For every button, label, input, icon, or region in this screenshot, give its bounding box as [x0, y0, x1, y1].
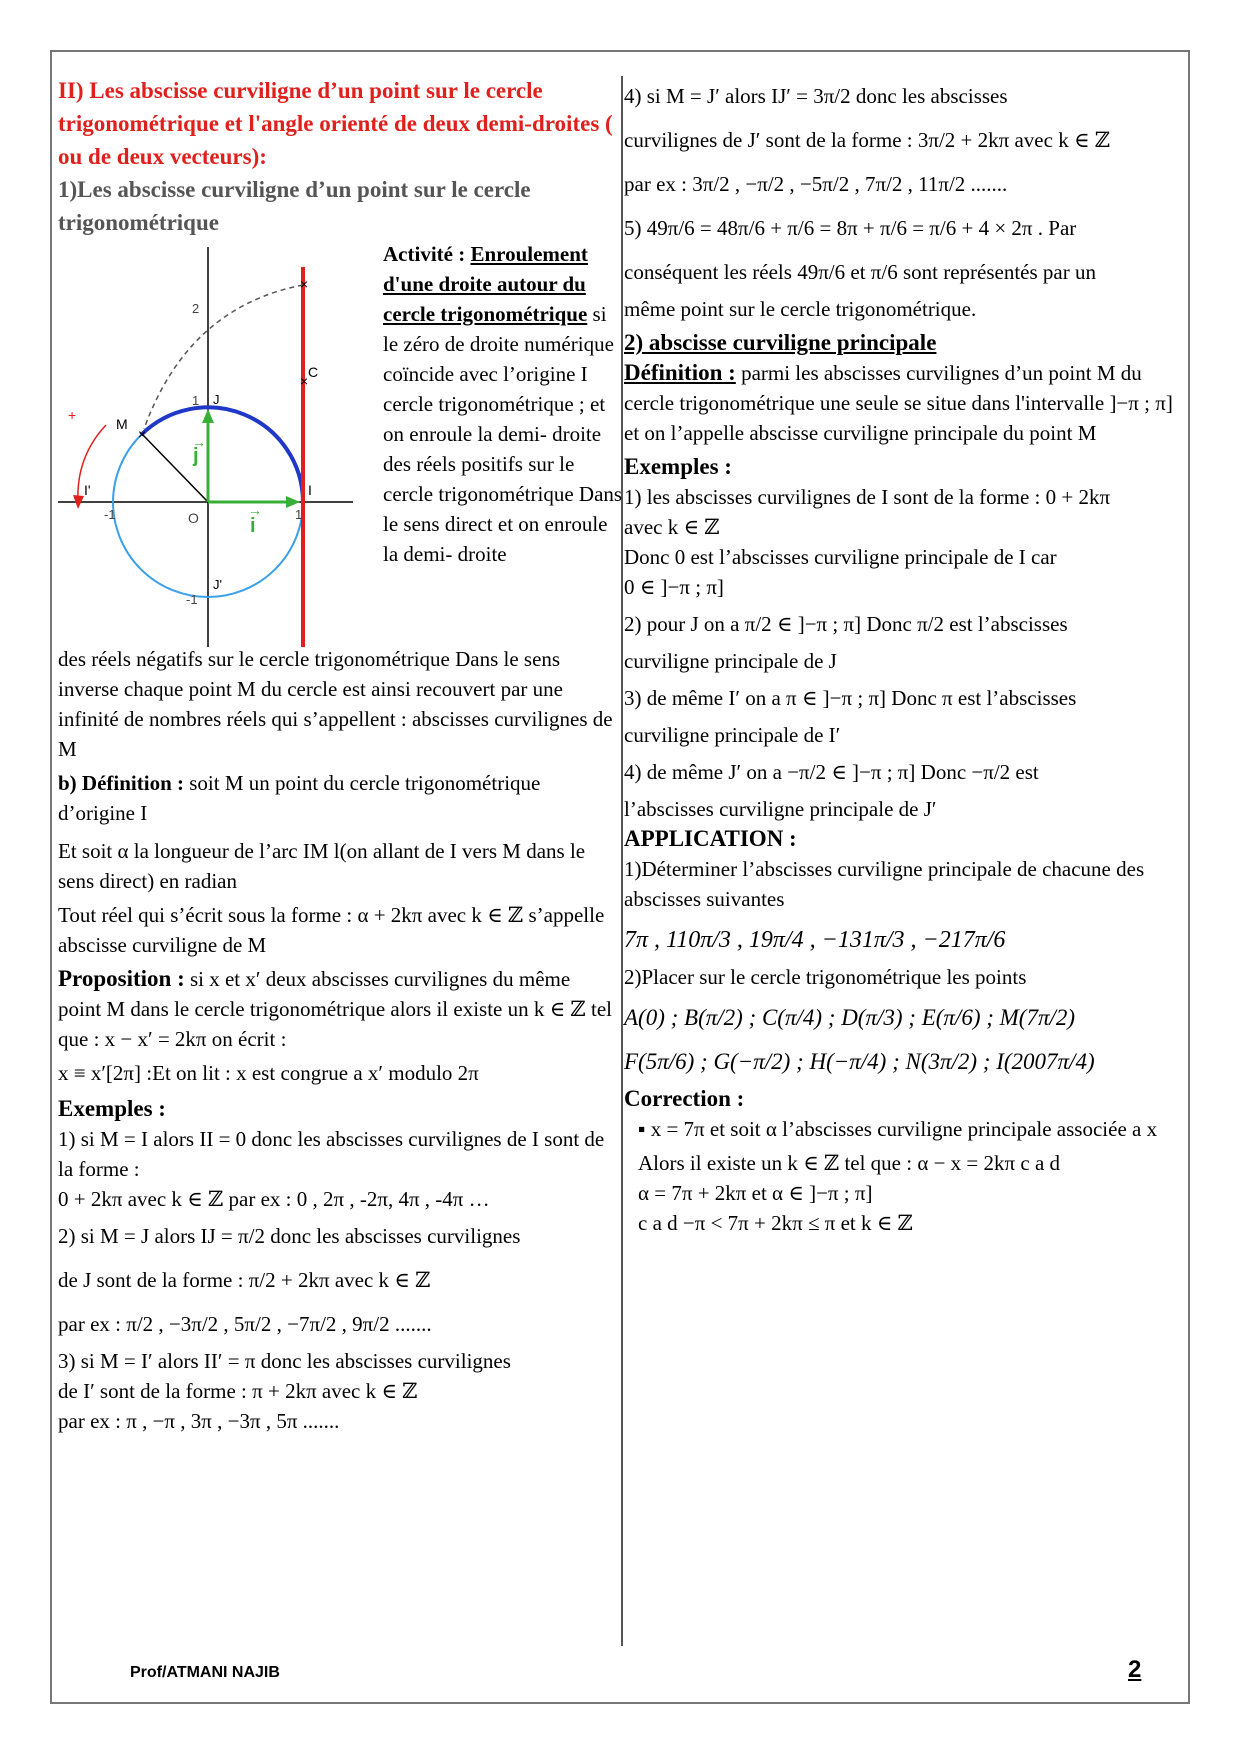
activity-block — [58, 239, 623, 644]
ex1-b: 0 + 2kπ avec k ∈ ℤ par ex : 0 , 2π , -2π, 4π , -4π … — [58, 1187, 490, 1211]
ex5-b: conséquent les réels 49π/6 et π/6 sont représentés par un — [624, 260, 1096, 284]
definition-principal: Définition : parmi les abscisses curvilignes d’un point M du cercle trigonométrique une seule se situe dans l'intervalle ]−π ; π] et on l’appelle abscisse curviligne principale du point M — [624, 360, 1173, 445]
application-title: APPLICATION : — [624, 826, 797, 851]
ex2-b: de J sont de la forme : π/2 + 2kπ avec k ∈ ℤ — [58, 1268, 431, 1292]
orientation-arrow — [78, 425, 106, 502]
app-2-points-b: F(5π/6) ; G(−π/2) ; H(−π/4) ; N(3π/2) ; I(2007π/4) — [624, 1049, 1095, 1074]
subsection-2-title: 2) abscisse curviligne principale — [624, 330, 937, 355]
e1-a: 1) les abscisses curvilignes de I sont de la forme : 0 + 2kπ — [624, 485, 1111, 509]
page-number: 2 — [1128, 1656, 1142, 1683]
svg-text:+: + — [68, 407, 77, 423]
correction-title: Correction : — [624, 1086, 745, 1111]
e4-a: 4) de même J′ on a −π/2 ∈ ]−π ; π] Donc −π/2 est — [624, 760, 1039, 784]
ex2-a: 2) si M = J alors IJ = π/2 donc les abscisses curvilignes — [58, 1224, 521, 1248]
svg-text:→: → — [192, 436, 206, 451]
label-j: j — [193, 445, 199, 467]
e3-a: 3) de même I′ on a π ∈ ]−π ; π] Donc π est l’abscisses — [624, 686, 1077, 710]
svg-text:1: 1 — [192, 393, 200, 408]
app-2-points-a: A(0) ; B(π/2) ; C(π/4) ; D(π/3) ; E(π/6) ; M(7π/2) — [624, 1005, 1076, 1030]
right-column — [624, 74, 1184, 1238]
svg-text:-1: -1 — [104, 507, 116, 522]
activity-body: si le zéro de droite numérique coïncide avec l’origine I cercle trigonométrique ; et on enroule la demi- droite des réels positifs sur le cercle trigonométrique Dans le sens direct et on enroule la demi- droite — [383, 302, 623, 566]
svg-text:1: 1 — [295, 507, 303, 522]
definition-b-text3: Tout réel qui s’écrit sous la forme : α + 2kπ avec k ∈ ℤ s’appelle abscisse curviligne de M — [58, 903, 605, 957]
e2-a: 2) pour J on a π/2 ∈ ]−π ; π] Donc π/2 est l’abscisses — [624, 612, 1068, 636]
svg-text:×: × — [300, 373, 309, 389]
correction-1: ▪ x = 7π et soit α l’abscisses curviligne principale associée a x — [638, 1117, 1158, 1141]
label-J: J — [213, 392, 220, 407]
label-Jprime: J' — [213, 577, 222, 592]
ex5-c: même point sur le cercle trigonométrique. — [624, 297, 977, 321]
left-column — [58, 74, 623, 1436]
ex2-c: par ex : π/2 , −3π/2 , 5π/2 , −7π/2 , 9π/2 ....... — [58, 1312, 432, 1336]
label-I: I — [308, 482, 312, 498]
e4-b: l’abscisses curviligne principale de J′ — [624, 797, 937, 821]
definition-b-text2: Et soit α la longueur de l’arc IM l(on allant de I vers M dans le sens direct) en radian — [58, 839, 586, 893]
ex4-c: par ex : 3π/2 , −π/2 , −5π/2 , 7π/2 , 11π/2 ....... — [624, 172, 1008, 196]
svg-text:×: × — [138, 426, 147, 442]
activity-title: Enroulement d'une droite autour du cercle trigonométrique — [383, 242, 588, 326]
label-2: 2 — [192, 301, 200, 316]
correction-2: Alors il existe un k ∈ ℤ tel que : α − x = 2kπ c a d — [638, 1151, 1061, 1175]
activity-text: Activité : Enroulement d'une droite autour du cercle trigonométrique si le zéro de droite numérique coïncide avec l’origine I cercle trigonométrique ; et on enroule la demi- droite des réels positifs sur le cercle trigonométrique Dans le sens direct et on enroule la demi- droite — [383, 242, 623, 566]
examples-right-title: Exemples : — [624, 454, 732, 479]
app-1-values: 7π , 110π/3 , 19π/4 , −131π/3 , −217π/6 — [624, 927, 1006, 953]
ex4-a: 4) si M = J′ alors IJ′ = 3π/2 donc les abscisses — [624, 84, 1008, 108]
label-O: O — [188, 510, 199, 526]
correction-3: α = 7π + 2kπ et α ∈ ]−π ; π] — [638, 1181, 873, 1205]
e1-c: Donc 0 est l’abscisses curviligne principale de I car — [624, 545, 1057, 569]
ex5-a: 5) 49π/6 = 48π/6 + π/6 = 8π + π/6 = π/6 + 4 × 2π . Par — [624, 216, 1077, 240]
correction-4: c a d −π < 7π + 2kπ ≤ π et k ∈ ℤ — [638, 1211, 913, 1235]
proposition-congruence: x ≡ x′[2π] :Et on lit : x est congrue a x′ modulo 2π — [58, 1061, 479, 1085]
label-C: C — [308, 364, 319, 380]
e1-d: 0 ∈ ]−π ; π] — [624, 575, 724, 599]
ex3-c: par ex : π , −π , 3π , −3π , 5π ....... — [58, 1409, 340, 1433]
e1-b: avec k ∈ ℤ — [624, 515, 720, 539]
e3-b: curviligne principale de I′ — [624, 723, 841, 747]
e2-b: curviligne principale de J — [624, 649, 837, 673]
ex4-b: curvilignes de J′ sont de la forme : 3π/2 + 2kπ avec k ∈ ℤ — [624, 128, 1111, 152]
activity-continuation: des réels négatifs sur le cercle trigonométrique Dans le sens inverse chaque point M du cercle est ainsi recouvert par une infinité de nombres réels qui s’appellent : abscisses curvilignes de M — [58, 647, 613, 761]
ex1-a: 1) si M = I alors II = 0 donc les abscisses curvilignes de I sont de la forme : — [58, 1127, 605, 1181]
app-2: 2)Placer sur le cercle trigonométrique les points — [624, 965, 1027, 989]
ex3-b: de I′ sont de la forme : π + 2kπ avec k ∈ ℤ — [58, 1379, 418, 1403]
app-1: 1)Déterminer l’abscisses curviligne principale de chacune des abscisses suivantes — [624, 857, 1145, 911]
footer-author: Prof/ATMANI NAJIB — [130, 1664, 280, 1681]
circle-upper-left — [113, 435, 141, 502]
label-M: M — [116, 416, 128, 432]
proposition: Proposition : si x et x′ deux abscisses curvilignes du même point M dans le cercle trigonométrique alors il existe un k ∈ ℤ tel que : x − x′ = 2kπ on écrit : — [58, 966, 612, 1051]
examples-left-title: Exemples : — [58, 1096, 166, 1121]
subsection-title: 1)Les abscisse curviligne d’un point sur le cercle trigonométrique — [58, 177, 531, 235]
section-title: II) Les abscisse curviligne d’un point sur le cercle trigonométrique et l'angle orienté de deux demi-droites ( ou de deux vecteurs): — [58, 78, 613, 169]
svg-text:×: × — [300, 276, 309, 292]
ex3-a: 3) si M = I′ alors II′ = π donc les abscisses curvilignes — [58, 1349, 511, 1373]
label-Iprime: I' — [84, 482, 91, 498]
definition-b: b) Définition : soit M un point du cercle trigonométrique d’origine I — [58, 771, 541, 825]
trig-circle-figure — [58, 247, 358, 647]
svg-text:-1: -1 — [186, 592, 198, 607]
label-i: i — [250, 515, 256, 537]
svg-text:→: → — [248, 504, 262, 519]
circle-upper-blue — [141, 407, 303, 502]
